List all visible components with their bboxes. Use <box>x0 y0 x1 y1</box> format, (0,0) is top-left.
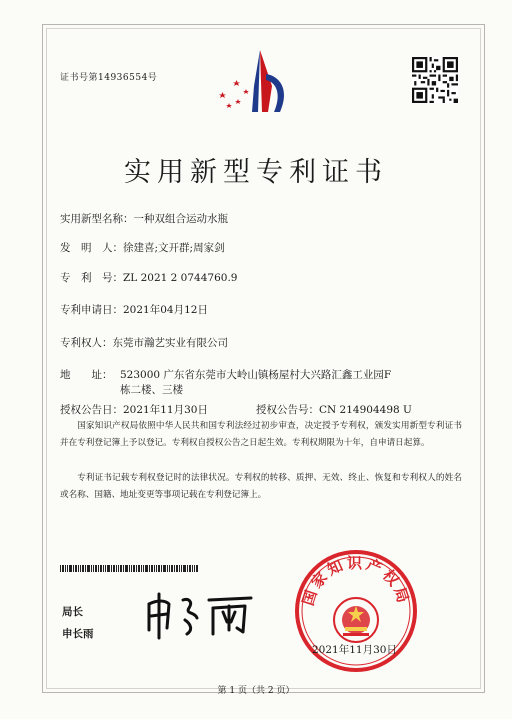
field-value: 2021年11月30日 <box>123 404 208 416</box>
address-label: 地 址： <box>60 369 113 381</box>
patentee-row <box>60 335 228 350</box>
field-value: 一种双组合运动水瓶 <box>133 213 228 225</box>
cnipa-logo-icon <box>214 46 298 116</box>
utility-model-name-row <box>60 211 228 226</box>
svg-text:国家知识产权局 <box>299 554 413 608</box>
field-value: CN 214904498 U <box>319 404 412 416</box>
certificate-number: 证书号第14936554号 <box>60 73 158 83</box>
barcode-icon <box>60 565 198 572</box>
director-name: 申长雨 <box>62 628 94 640</box>
handwritten-signature <box>143 590 263 640</box>
field-label: 专 利 号： <box>60 272 123 284</box>
grant-date-row <box>60 402 208 417</box>
field-value: 2021年04月12日 <box>123 304 208 316</box>
field-value: ZL 2021 2 0744760.9 <box>123 272 238 284</box>
field-label: 实用新型名称： <box>60 213 134 225</box>
seal-date: 2021年11月30日 <box>312 644 397 656</box>
patent-number-row <box>60 270 237 285</box>
field-label: 发 明 人： <box>60 242 123 254</box>
director-title: 局长 <box>62 606 83 618</box>
seal-text: 国家知识产权局 <box>298 554 414 608</box>
field-label: 授权公告日： <box>60 404 123 416</box>
address-line-1: 523000 广东省东莞市大岭山镇杨屋村大兴路汇鑫工业园F <box>120 369 392 381</box>
grant-number-row <box>256 402 412 417</box>
page-number: 第 1 页（共 2 页） <box>217 686 295 696</box>
field-label: 专利申请日： <box>60 304 123 316</box>
field-label: 专利权人： <box>60 337 113 349</box>
legal-paragraph-1: 国家知识产权局依照中华人民共和国专利法经过初步审查，决定授予专利权，颁发实用新型专利证书并在专利登记簿上予以登记。专利权自授权公告之日起生效。专利权期限为十年，自申请日起算。 <box>60 421 462 448</box>
filing-date-row <box>60 302 208 317</box>
inventor-row <box>60 240 225 255</box>
qr-code-icon <box>412 57 458 103</box>
field-value: 徐建喜;文开群;周家剑 <box>123 242 225 254</box>
legal-paragraph-2: 专利证书记载专利权登记时的法律状况。专利权的转移、质押、无效、终止、恢复和专利权人的姓名或名称、国籍、地址变更等事项记载在专利登记簿上。 <box>60 473 462 500</box>
document-title: 实用新型专利证书 <box>124 157 388 188</box>
field-label: 授权公告号： <box>256 404 319 416</box>
address-line-2: 栋二楼、三楼 <box>120 384 183 396</box>
field-value: 东莞市瀚艺实业有限公司 <box>112 337 228 349</box>
